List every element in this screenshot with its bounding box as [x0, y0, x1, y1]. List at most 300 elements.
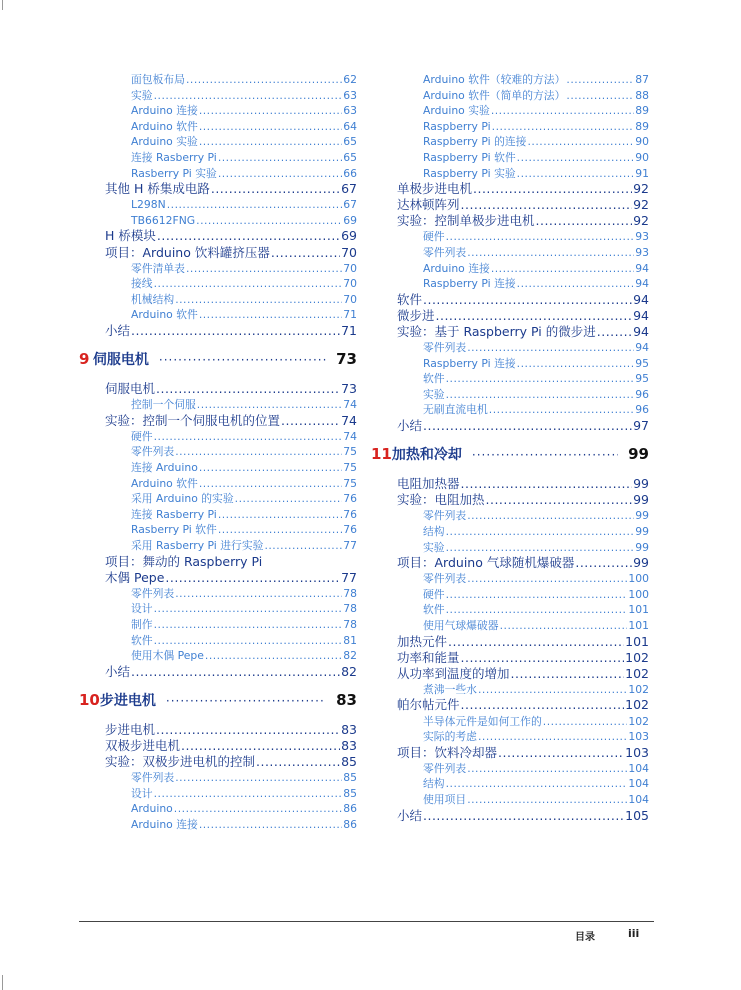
entry-page: 94 [635, 261, 649, 275]
toc-section-entry[interactable] [79, 181, 357, 197]
toc-subsection-entry[interactable] [79, 786, 357, 802]
entry-title: Rasberry Pi 软件 [131, 523, 217, 537]
footer-label: 目录 [575, 932, 595, 943]
entry-page: 85 [343, 771, 357, 785]
leader-dots [566, 72, 634, 88]
leader-dots [131, 664, 340, 680]
toc-subsection-entry[interactable] [79, 213, 357, 229]
leader-dots [154, 617, 343, 633]
toc-subsection-entry[interactable] [79, 770, 357, 786]
toc-subsection-entry[interactable] [371, 72, 649, 88]
leader-dots [446, 229, 635, 245]
toc-subsection-entry[interactable] [371, 261, 649, 277]
entry-title: Raspberry Pi 软件 [423, 150, 516, 164]
toc-subsection-entry[interactable] [371, 540, 649, 556]
leader-dots [199, 134, 342, 150]
toc-section-entry[interactable] [371, 197, 649, 213]
leader-dots [218, 150, 342, 166]
chapter-heading[interactable] [371, 439, 649, 469]
toc-subsection-entry[interactable] [371, 387, 649, 403]
entry-page: 63 [343, 88, 357, 102]
leader-dots [478, 682, 627, 698]
leader-dots [154, 429, 343, 445]
leader-dots [199, 119, 342, 135]
toc-subsection-entry[interactable] [371, 229, 649, 245]
entry-page: 101 [628, 603, 649, 617]
entry-page: 63 [343, 104, 357, 118]
toc-section-entry[interactable] [371, 745, 649, 761]
leader-dots [159, 345, 326, 375]
entry-page: 74 [343, 398, 357, 412]
leader-dots [199, 103, 342, 119]
entry-title: 从功率到温度的增加 [397, 665, 510, 681]
entry-page: 92 [633, 181, 649, 197]
entry-title: 接线 [131, 277, 153, 291]
entry-title: 结构 [423, 777, 445, 791]
entry-page: 94 [635, 341, 649, 355]
toc-section-entry[interactable] [371, 808, 649, 824]
toc-subsection-entry[interactable] [79, 507, 357, 523]
toc-subsection-entry[interactable] [79, 134, 357, 150]
leader-dots [467, 245, 634, 261]
entry-title: Arduino 连接 [423, 261, 490, 275]
entry-page: 86 [343, 802, 357, 816]
leader-dots [566, 88, 634, 104]
toc-subsection-entry[interactable] [371, 119, 649, 135]
toc-subsection-entry[interactable] [371, 134, 649, 150]
toc-subsection-entry[interactable] [371, 682, 649, 698]
entry-page: 89 [635, 104, 649, 118]
leader-dots [281, 413, 340, 429]
entry-title: 零件列表 [131, 445, 175, 459]
toc-subsection-entry[interactable] [371, 602, 649, 618]
toc-section-entry[interactable] [79, 754, 357, 770]
entry-page: 100 [628, 587, 649, 601]
entry-title: 零件列表 [423, 341, 467, 355]
entry-title: Arduino 软件（较难的方法） [423, 73, 566, 86]
toc-subsection-entry[interactable] [79, 522, 357, 538]
toc-subsection-entry[interactable] [371, 587, 649, 603]
entry-title: 半导体元件是如何工作的 [423, 714, 542, 728]
entry-title: 控制一个伺服 [131, 398, 196, 412]
toc-subsection-entry[interactable] [371, 571, 649, 587]
entry-page: 65 [343, 150, 357, 164]
entry-title: 软件 [423, 372, 445, 386]
entry-page: 92 [633, 197, 649, 213]
leader-dots [473, 181, 632, 197]
leader-dots [423, 418, 632, 434]
chapter-title: 加热和冷却 [391, 447, 462, 464]
toc-entry-title: 项目：舞动的 Raspberry Pi [105, 553, 263, 569]
toc-section-entry[interactable] [79, 664, 357, 680]
entry-page: 77 [341, 569, 357, 585]
entry-title: 实验 [423, 540, 445, 554]
toc-section-entry[interactable] [371, 324, 649, 340]
chapter-title: 步进电机 [99, 692, 156, 709]
leader-dots [517, 356, 635, 372]
leader-dots [489, 402, 634, 418]
entry-title: 木偶 Pepe [105, 569, 165, 585]
leader-dots [196, 213, 342, 229]
toc-section-entry[interactable] [371, 476, 649, 492]
leader-dots [511, 666, 625, 682]
toc-subsection-entry[interactable] [371, 524, 649, 540]
entry-title: 连接 Rasberry Pi [131, 507, 217, 521]
entry-page: 102 [628, 714, 649, 728]
leader-dots [467, 792, 627, 808]
toc-subsection-entry[interactable] [371, 276, 649, 292]
entry-page: 67 [343, 198, 357, 212]
toc-subsection-entry[interactable] [371, 245, 649, 261]
entry-title: 实验：控制一个伺服电机的位置 [105, 412, 281, 428]
entry-page: 70 [343, 261, 357, 275]
leader-dots [446, 776, 628, 792]
toc-section-entry[interactable] [371, 634, 649, 650]
toc-subsection-entry[interactable] [79, 88, 357, 104]
entry-page: 90 [635, 150, 649, 164]
entry-title: 步进电机 [105, 721, 156, 737]
toc-subsection-entry[interactable] [371, 103, 649, 119]
toc-subsection-entry[interactable] [79, 491, 357, 507]
entry-page: 70 [343, 292, 357, 306]
toc-subsection-entry[interactable] [371, 88, 649, 104]
toc-subsection-entry[interactable] [79, 429, 357, 445]
toc-subsection-entry[interactable] [79, 801, 357, 817]
entry-title: 实验：基于 Raspberry Pi 的微步进 [397, 324, 596, 339]
entry-page: 104 [628, 793, 649, 807]
entry-title: 实验：双极步进电机的控制 [105, 754, 256, 770]
leader-dots [157, 228, 340, 244]
entry-title: 达林顿阵列 [397, 197, 460, 213]
toc-section-entry[interactable] [79, 570, 357, 586]
leader-dots [517, 150, 635, 166]
entry-title: 结构 [423, 524, 445, 538]
toc-subsection-entry[interactable] [371, 714, 649, 730]
entry-title: Raspberry Pi 实验 [423, 166, 516, 180]
toc-subsection-entry[interactable] [79, 119, 357, 135]
leader-dots [199, 476, 342, 492]
entry-title: Arduino 软件 [131, 119, 198, 133]
footer-page-number: iii [628, 927, 640, 940]
entry-page: 73 [341, 381, 357, 397]
entry-title: 面包板布局 [131, 73, 185, 86]
entry-title: 伺服电机 [105, 381, 156, 397]
toc-subsection-entry[interactable] [79, 648, 357, 664]
leader-dots [175, 770, 342, 786]
entry-title: 项目：Arduino 饮料罐挤压器 [105, 244, 270, 260]
entry-title: 零件列表 [131, 771, 175, 785]
entry-page: 71 [341, 323, 357, 338]
leader-dots [446, 371, 635, 387]
toc-subsection-entry[interactable] [79, 601, 357, 617]
entry-page: 89 [635, 119, 649, 133]
toc-subsection-entry[interactable] [79, 586, 357, 602]
toc-section-entry[interactable] [79, 381, 357, 397]
leader-dots [199, 817, 342, 833]
entry-title: Raspberry Pi [423, 119, 491, 133]
entry-page: 96 [635, 387, 649, 401]
toc-subsection-entry[interactable] [79, 460, 357, 476]
crop-mark [2, 975, 3, 990]
toc-section-entry[interactable] [371, 697, 649, 713]
leader-dots [448, 634, 624, 650]
entry-title: 项目：饮料冷却器 [397, 744, 498, 760]
entry-title: Arduino 软件 [131, 308, 198, 322]
toc-subsection-entry[interactable] [371, 356, 649, 372]
leader-dots [199, 307, 342, 323]
entry-page: 62 [343, 73, 357, 86]
entry-page: 83 [341, 721, 357, 737]
toc-subsection-entry[interactable] [79, 307, 357, 323]
entry-title: 实验：电阻加热 [397, 492, 485, 508]
toc-section-entry[interactable] [79, 323, 357, 339]
leader-dots [461, 476, 633, 492]
leader-dots [181, 738, 340, 754]
entry-title: 小结 [397, 807, 423, 823]
entry-page: 102 [628, 682, 649, 696]
toc-section-entry[interactable] [79, 413, 357, 429]
entry-page: 85 [341, 754, 357, 770]
entry-title: Raspberry Pi 连接 [423, 277, 516, 291]
entry-title: Raspberry Pi 的连接 [423, 135, 527, 149]
entry-title: 煮沸一些水 [423, 682, 477, 696]
leader-dots [478, 729, 627, 745]
leader-dots [491, 103, 634, 119]
leader-dots [498, 745, 624, 761]
toc-subsection-entry[interactable] [79, 538, 357, 554]
entry-page: 99 [633, 476, 649, 492]
entry-title: 使用气球爆破器 [423, 619, 499, 632]
entry-page: 87 [635, 73, 649, 86]
entry-page: 76 [343, 507, 357, 521]
entry-page: 101 [628, 619, 649, 632]
toc-left-column [79, 72, 357, 833]
toc-subsection-entry[interactable] [371, 340, 649, 356]
entry-page: 88 [635, 88, 649, 102]
entry-page: 105 [625, 807, 649, 823]
chapter-page: 83 [336, 690, 357, 709]
leader-dots [156, 722, 340, 738]
entry-title: Arduino 连接 [131, 104, 198, 118]
leader-dots [517, 276, 635, 292]
entry-page: 99 [635, 524, 649, 538]
entry-page: 70 [341, 244, 357, 260]
chapter-page: 99 [628, 445, 649, 464]
entry-page: 86 [343, 817, 357, 831]
entry-title: 软件 [423, 603, 445, 617]
leader-dots [154, 786, 343, 802]
entry-page: 94 [635, 277, 649, 291]
entry-page: 97 [633, 418, 649, 434]
toc-subsection-entry[interactable] [371, 150, 649, 166]
toc-subsection-entry[interactable] [371, 166, 649, 182]
leader-dots [131, 323, 340, 339]
toc-section-entry[interactable] [371, 492, 649, 508]
leader-dots [423, 808, 624, 824]
entry-title: Arduino 连接 [131, 817, 198, 831]
toc-subsection-entry[interactable] [79, 276, 357, 292]
entry-title: 帕尔帖元件 [397, 697, 460, 713]
leader-dots [264, 538, 342, 554]
entry-title: 实验 [131, 88, 153, 102]
entry-title: 硬件 [423, 587, 445, 601]
entry-page: 83 [341, 737, 357, 753]
entry-title: 电阻加热器 [397, 476, 460, 492]
entry-title: 微步进 [397, 307, 435, 323]
toc-subsection-entry[interactable] [79, 633, 357, 649]
leader-dots [175, 444, 342, 460]
toc-section-entry[interactable] [371, 181, 649, 197]
footer-rule [79, 921, 654, 922]
toc-subsection-entry[interactable] [79, 103, 357, 119]
entry-title: Rasberry Pi 实验 [131, 166, 217, 180]
toc-subsection-entry[interactable] [79, 72, 357, 88]
entry-page: 91 [635, 166, 649, 180]
leader-dots [186, 261, 342, 277]
entry-page: 99 [633, 555, 649, 571]
chapter-heading[interactable] [79, 685, 357, 715]
entry-page: 99 [633, 492, 649, 508]
toc-section-entry[interactable] [79, 245, 357, 261]
crop-mark [2, 0, 3, 10]
leader-dots [175, 292, 342, 308]
entry-title: Arduino [131, 802, 173, 816]
leader-dots [199, 460, 342, 476]
entry-page: 90 [635, 135, 649, 149]
toc-subsection-entry[interactable] [79, 444, 357, 460]
entry-title: 小结 [105, 323, 131, 338]
entry-title: 使用木偶 Pepe [131, 649, 204, 663]
entry-title: 制作 [131, 618, 153, 631]
entry-title: 硬件 [131, 429, 153, 443]
toc-subsection-entry[interactable] [79, 292, 357, 308]
entry-page: 77 [343, 539, 357, 553]
leader-dots [446, 602, 628, 618]
entry-page: 102 [625, 697, 649, 713]
toc-section-entry[interactable] [79, 722, 357, 738]
toc-subsection-entry[interactable] [79, 150, 357, 166]
leader-dots [536, 213, 633, 229]
leader-dots [218, 507, 342, 523]
toc-section-entry[interactable] [371, 650, 649, 666]
leader-dots [186, 72, 342, 88]
entry-page: 94 [633, 291, 649, 307]
entry-page: 95 [635, 372, 649, 386]
entry-page: 101 [625, 633, 649, 649]
toc-subsection-entry[interactable] [79, 817, 357, 833]
entry-title: 功率和能量 [397, 649, 460, 665]
leader-dots [211, 181, 340, 197]
toc-subsection-entry[interactable] [79, 476, 357, 492]
entry-title: 单极步进电机 [397, 181, 473, 197]
entry-page: 74 [343, 429, 357, 443]
toc-subsection-entry[interactable] [371, 618, 649, 634]
chapter-number: 9 [79, 350, 90, 369]
entry-page: 75 [343, 461, 357, 475]
toc-subsection-entry[interactable] [371, 729, 649, 745]
chapter-title: 伺服电机 [92, 352, 149, 369]
toc-subsection-entry[interactable] [371, 508, 649, 524]
entry-title: 硬件 [423, 230, 445, 244]
entry-title: 软件 [131, 633, 153, 647]
chapter-number: 11 [371, 445, 392, 464]
leader-dots [166, 686, 326, 716]
entry-page: 104 [628, 761, 649, 775]
leader-dots [154, 601, 343, 617]
toc-subsection-entry[interactable] [79, 197, 357, 213]
entry-page: 82 [341, 663, 357, 679]
entry-page: 96 [635, 403, 649, 417]
entry-title: 小结 [105, 663, 131, 679]
toc-subsection-entry[interactable] [371, 371, 649, 387]
toc-section-entry[interactable] [371, 292, 649, 308]
entry-title: 零件清单表 [131, 261, 185, 275]
leader-dots [446, 540, 635, 556]
toc-section-entry[interactable] [371, 308, 649, 324]
leader-dots [175, 586, 342, 602]
leader-dots [167, 197, 343, 213]
toc-subsection-entry[interactable] [371, 402, 649, 418]
toc-section-entry[interactable] [371, 213, 649, 229]
chapter-heading[interactable] [79, 344, 357, 374]
leader-dots [165, 570, 340, 586]
toc-section-entry[interactable] [371, 418, 649, 434]
leader-dots [154, 88, 343, 104]
entry-page: 64 [343, 119, 357, 133]
leader-dots [543, 714, 628, 730]
toc-subsection-entry[interactable] [371, 792, 649, 808]
entry-page: 92 [633, 213, 649, 229]
leader-dots [461, 197, 633, 213]
entry-page: 94 [633, 307, 649, 323]
entry-title: TB6612FNG [131, 213, 196, 227]
leader-dots [491, 261, 634, 277]
toc-section-entry[interactable] [79, 228, 357, 244]
entry-page: 70 [343, 277, 357, 291]
entry-title: 机械结构 [131, 292, 175, 306]
toc-right-column [371, 72, 649, 824]
toc-subsection-entry[interactable] [371, 761, 649, 777]
entry-page: 81 [343, 633, 357, 647]
entry-page: 95 [635, 356, 649, 370]
entry-page: 67 [341, 181, 357, 197]
leader-dots [527, 134, 634, 150]
leader-dots [271, 245, 340, 261]
entry-page: 99 [635, 540, 649, 554]
leader-dots [436, 308, 633, 324]
entry-page: 85 [343, 786, 357, 800]
entry-title: 零件列表 [423, 572, 467, 586]
leader-dots [235, 491, 343, 507]
leader-dots [446, 524, 635, 540]
leader-dots [256, 754, 340, 770]
toc-subsection-entry[interactable] [79, 397, 357, 413]
entry-page: 65 [343, 135, 357, 149]
toc-subsection-entry[interactable] [79, 617, 357, 633]
toc-subsection-entry[interactable] [79, 261, 357, 277]
toc-section-entry[interactable] [371, 666, 649, 682]
toc-subsection-entry[interactable] [371, 776, 649, 792]
entry-page: 102 [625, 649, 649, 665]
toc-subsection-entry[interactable] [79, 166, 357, 182]
leader-dots [461, 650, 625, 666]
toc-section-entry[interactable] [79, 738, 357, 754]
entry-title: 连接 Arduino [131, 461, 198, 475]
leader-dots [154, 276, 343, 292]
leader-dots [446, 587, 628, 603]
entry-title: 加热元件 [397, 633, 448, 649]
toc-section-entry[interactable] [371, 555, 649, 571]
